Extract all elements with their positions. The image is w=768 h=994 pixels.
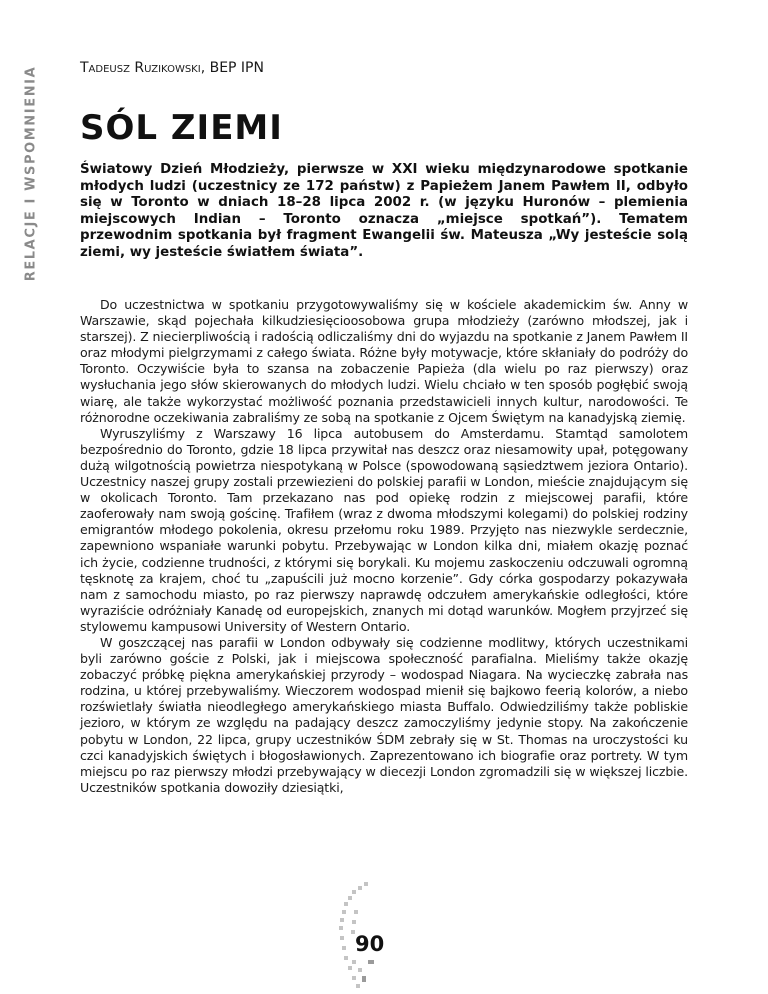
article-body [80, 297, 688, 796]
page-number: 90 [355, 932, 385, 956]
author-affiliation: , BEP IPN [200, 60, 264, 76]
author-last-name: Ruzikowski [134, 60, 201, 76]
body-paragraph: W goszczącej nas parafii w London odbywały się codzienne modlitwy, których uczestnikami byli zarówno goście z Polski, jak i miejscowa społeczność parafialna. Mieliśmy także okazję zobaczyć próbkę piękna amerykańskiej przyrody – wodospad Niagara. Na wycieczkę zabrała nas rodzina, u której przebywaliśmy. Wieczorem wodospad mienił się bajkowo feerią kolorów, a niebo rozświetlały światła nieodległego amerykańskiego miasta Buffalo. Odwiedziliśmy także pobliskie jezioro, w którym ze względu na padający deszcz zamoczyliśmy jedynie stopy. Na zakończenie pobytu w London, 22 lipca, grupy uczestników ŚDM zebrały się w St. Thomas na uroczystości ku czci kanadyjskich świętych i błogosławionych. Zaprezentowano ich biografie oraz portrety. W tym miejscu po raz pierwszy młodzi przebywający w diecezji London zgromadzili się w większej liczbie. Uczestników spotkania dowoziły dziesiątki, [80, 634, 688, 795]
author-first-name: Tadeusz [80, 60, 130, 76]
section-label-text: RELACJE I WSPOMNIENIA [23, 65, 39, 281]
article-title: SÓL ZIEMI [80, 108, 283, 148]
section-label [20, 58, 42, 288]
body-paragraph: Wyruszyliśmy z Warszawy 16 lipca autobusem do Amsterdamu. Stamtąd samolotem bezpośrednio do Toronto, gdzie 18 lipca przywitał nas deszcz oraz niesamowity upał, potęgowany dużą wilgotnością powietrza niespotykaną w Polsce (spowodowaną sąsiedztwem jeziora Ontario). Uczestnicy naszej grupy zostali przewiezieni do polskiej parafii w London, mieście znajdującym się w okolicach Toronto. Tam przekazano nas pod opiekę rodzin z miejscowej parafii, które zaoferowały nam swoją gościnę. Trafiłem (wraz z dwoma młodszymi kolegami) do polskiej rodziny emigrantów młodego pokolenia, okresu przełomu roku 1989. Przyjęto nas niezwykle serdecznie, zapewniono wspaniałe warunki pobytu. Przebywając w London kilka dni, miałem okazję poznać ich życie, codzienne trudności, z którymi się borykali. Ku mojemu zaskoczeniu odczuwali ogromną tęsknotę za krajem, choć tu „zapuścili już mocno korzenie”. Gdy córka gospodarzy pokazywała nam z samochodu miasto, po raz pierwszy naprawdę odczułem amerykańskie odległości, które wyraziście odróżniały Kanadę od europejskich, znanych mi dotąd warunków. Mogłem przyjrzeć się stylowemu kampusowi University of Western Ontario. [80, 425, 688, 634]
body-paragraph: Do uczestnictwa w spotkaniu przygotowywaliśmy się w kościele akademickim św. Anny w Warszawie, skąd pojechała kilkudziesięcioosobowa grupa młodzieży (zarówno młodszej, jak i starszej). Z niecierpliwością i radością odliczaliśmy dni do wyjazdu na spotkanie z Janem Pawłem II oraz młodymi pielgrzymami z całego świata. Różne były motywacje, które skłaniały do podróży do Toronto. Oczywiście była to szansa na zobaczenie Papieża (dla wielu po raz pierwszy) oraz wysłuchania jego słów skierowanych do młodych ludzi. Wielu chciało w ten sposób pogłębić swoją wiarę, ale także wykorzystać możliwość poznania przedstawicieli innych kultur, narodowości. Te różnorodne oczekiwania zabraliśmy ze sobą na spotkanie z Ojcem Świętym na kanadyjską ziemię. [80, 297, 688, 425]
author-line [80, 60, 264, 76]
article-lead: Światowy Dzień Młodzieży, pierwsze w XXI wieku międzynarodowe spotkanie młodych ludzi (uczestnicy ze 172 państw) z Papieżem Janem Pawłem II, odbyło się w Toronto w dniach 18–28 lipca 2002 r. (w języku Huronów – plemienia miejscowych Indian – Toronto oznacza „miejsce spotkań”). Tematem przewodnim spotkania był fragment Ewangelii św. Mateusza „Wy jesteście solą ziemi, wy jesteście światłem świata”. [80, 162, 688, 260]
